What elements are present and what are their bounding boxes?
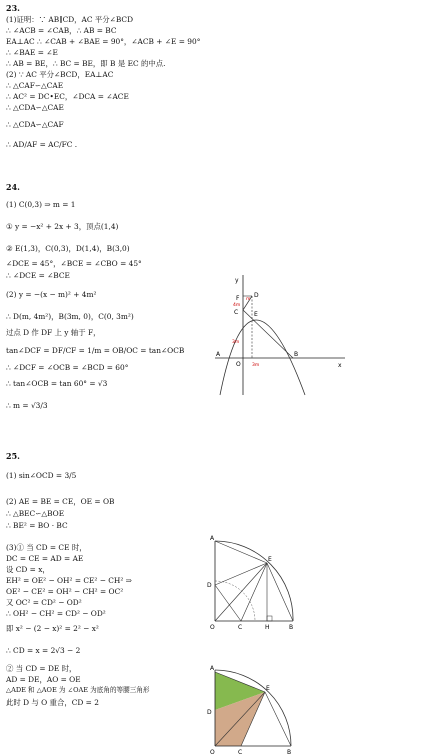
q25-figure-b <box>205 664 295 754</box>
q25-line: 设 CD = x， <box>6 565 50 574</box>
label-e: E <box>266 685 270 692</box>
q24-line: (2) y = −(x − m)² + 4m² <box>6 290 97 299</box>
label-b: B <box>287 749 292 754</box>
line-dc <box>215 585 241 621</box>
quarter-arc <box>215 541 293 621</box>
q25-line: EH² = OE² − OH² = CE² − CH² ⇒ <box>6 576 132 585</box>
q25-line: ∴ CD = x = 2√3 − 2 <box>6 646 81 655</box>
label-c: C <box>238 624 243 631</box>
q23-line: (1)证明：∵ AB∥CD，AC 平分∠BCD <box>6 15 133 24</box>
q24-line: ∴ tan∠OCB = tan 60° = √3 <box>6 379 108 388</box>
label-d: D <box>207 582 212 589</box>
q23-line: ∴ AB = BE，∴ BC = BE，即 B 是 EC 的中点. <box>6 59 166 68</box>
q24-line: (1) C(0,3) ⇒ m = 1 <box>6 200 76 209</box>
label-o: O <box>236 361 241 368</box>
q25-line: ∴ BE² = BO · BC <box>6 521 68 530</box>
q23-line: ∴ ∠BAE = ∠E <box>6 48 58 57</box>
label-m: m <box>246 297 251 302</box>
q25-line: DC = CE = AD = AE <box>6 554 84 563</box>
q25-line: △ADE 和 △AOE 为 ∠OAE 为底角的等腰三角形 <box>6 686 150 694</box>
label-d: D <box>254 292 259 299</box>
line-be <box>267 563 293 621</box>
label-4m: 4m <box>233 303 241 308</box>
line-de <box>215 563 267 585</box>
q24-line: tan∠DCF = DF/CF = 1/m = OB/OC = tan∠OCB <box>6 346 185 355</box>
q25-line: OE² − CE² = OH² − CH² = OC² <box>6 587 124 596</box>
q23-heading: 23. <box>6 3 20 13</box>
label-a: A <box>210 665 215 672</box>
right-angle-mark <box>267 616 272 621</box>
label-o: O <box>210 749 215 754</box>
q23-line: ∴ AD/AF = AC/FC . <box>6 140 78 149</box>
label-e: E <box>268 556 272 563</box>
q24-line: ② E(1,3)，C(0,3)，D(1,4)，B(3,0) <box>6 244 130 253</box>
label-e: E <box>254 311 258 318</box>
q23-line: EA⊥AC ∴ ∠CAB + ∠BAE = 90°，∠ACB + ∠E = 90° <box>6 37 201 46</box>
line-oe <box>215 563 267 621</box>
label-c: C <box>234 309 239 316</box>
label-o: O <box>210 624 215 631</box>
q25-heading: 25. <box>6 451 20 461</box>
q24-heading: 24. <box>6 182 20 192</box>
label-3m-x: 3m <box>252 363 260 368</box>
label-x: x <box>338 362 342 369</box>
q25-line: ② 当 CD = DE 时， <box>6 664 77 673</box>
inner-arc <box>215 581 255 621</box>
q25-line: (2) AE = BE = CE，OE = OB <box>6 497 115 506</box>
q24-line: ∴ ∠DCF = ∠OCB = ∠BCD = 60° <box>6 363 129 372</box>
q24-line: ∴ m = √3/3 <box>6 401 48 410</box>
label-d: D <box>207 709 212 716</box>
label-a: A <box>210 535 215 542</box>
q25-line: 此时 D 与 O 重合，CD = 2 <box>6 698 99 707</box>
q25-figure-a <box>205 533 295 631</box>
q23-line: ∴ ∠ACB = ∠CAB，∴ AB = BC <box>6 26 117 35</box>
label-b: B <box>289 624 294 631</box>
q24-line: 过点 D 作 DF 上 y 轴于 F， <box>6 328 101 337</box>
q24-line: ∴ D(m, 4m²)，B(3m, 0)，C(0, 3m²) <box>6 312 134 321</box>
q23-line: ∴ △CAF∽△CAE <box>6 81 64 90</box>
line-cb <box>243 310 293 358</box>
label-f: F <box>236 295 240 302</box>
q25-line: AD = DE，AO = OE <box>6 675 81 684</box>
q24-line: ① y = −x² + 2x + 3，顶点(1,4) <box>6 222 119 231</box>
label-3m-y: 3m <box>232 340 240 345</box>
label-a: A <box>216 351 221 358</box>
q24-line: ∴ ∠DCE = ∠BCE <box>6 271 70 280</box>
q24-figure <box>210 270 350 400</box>
q23-line: ∴ △CDA∽△CAF <box>6 120 64 129</box>
q25-line: 又 OC² = CD² − OD² <box>6 598 82 607</box>
label-y: y <box>235 277 239 284</box>
q23-line: ∴ AC² = DC•EC，∠DCA = ∠ACE <box>6 92 129 101</box>
q25-line: (3)① 当 CD = CE 时， <box>6 543 87 552</box>
label-h: H <box>265 624 270 631</box>
q24-line: ∠DCE = 45°，∠BCE = ∠CBO = 45° <box>6 259 142 268</box>
q25-line: (1) sin∠OCD = 3/5 <box>6 471 77 480</box>
q25-line: 即 x² − (2 − x)² = 2² − x² <box>6 624 99 633</box>
q23-line: ∴ △CDA∽△CAE <box>6 103 64 112</box>
q25-line: ∴ OH² − CH² = CD² − OD² <box>6 609 106 618</box>
label-c: C <box>238 749 243 754</box>
q23-line: (2) ∵ AC 平分∠BCD，EA⊥AC <box>6 70 114 79</box>
line-be <box>265 692 291 746</box>
line-ae <box>215 541 267 563</box>
label-b: B <box>294 351 299 358</box>
q25-line: ∴ △BEC∽△BOE <box>6 509 65 518</box>
